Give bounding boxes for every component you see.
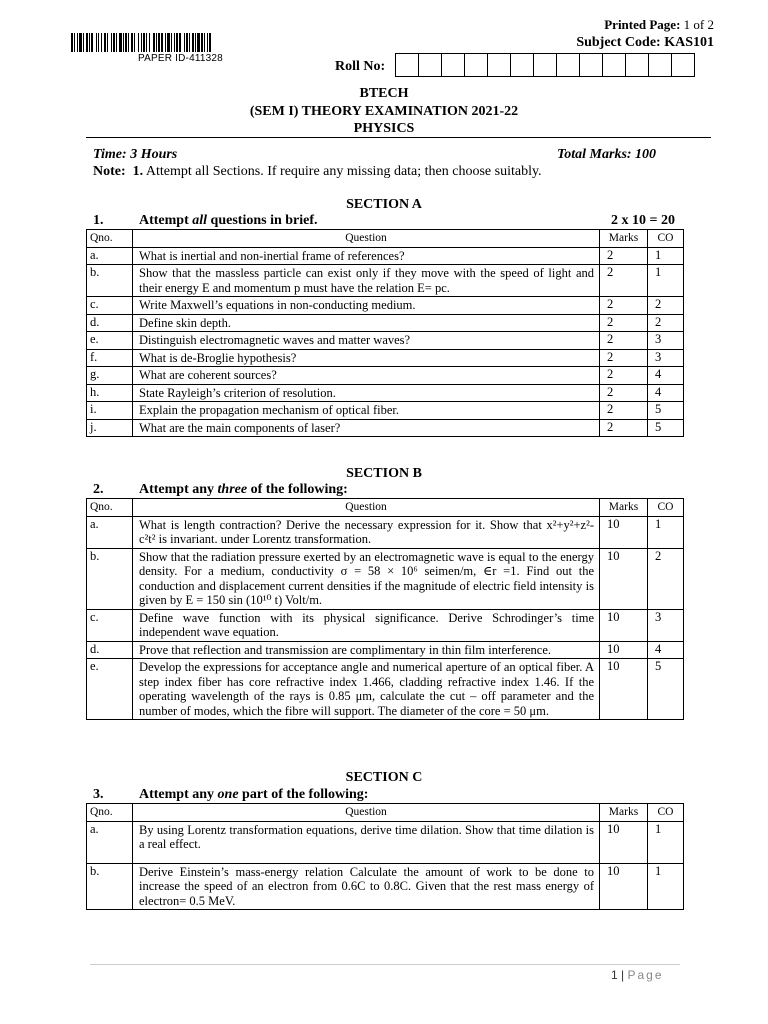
- question-cell: Prove that reflection and transmission are complimentary in thin film interference.: [133, 641, 600, 659]
- qno-cell: a.: [87, 821, 133, 863]
- roll-no-box[interactable]: [396, 53, 419, 77]
- roll-no-box[interactable]: [649, 53, 672, 77]
- marks-cell: 2: [600, 247, 648, 265]
- question-number: 2.: [93, 482, 104, 497]
- page-word: Page: [627, 968, 664, 982]
- table-row: [87, 367, 684, 385]
- table-row: [87, 641, 684, 659]
- marks-cell: 2: [600, 349, 648, 367]
- instruction-emphasis: one: [217, 787, 239, 802]
- marks-cell: 10: [600, 821, 648, 863]
- time-allowed: Time: 3 Hours: [93, 147, 178, 162]
- note-number: 1.: [132, 164, 144, 179]
- marks-cell: 2: [600, 297, 648, 315]
- printed-page-label: Printed Page:: [604, 17, 681, 32]
- table-row: [87, 314, 684, 332]
- table-row: [87, 659, 684, 720]
- table-row: [87, 297, 684, 315]
- co-cell: 2: [648, 314, 684, 332]
- question-cell: Distinguish electromagnetic waves and matter waves?: [133, 332, 600, 350]
- qno-cell: f.: [87, 349, 133, 367]
- section-a-instruction: [93, 213, 683, 229]
- barcode: [71, 33, 298, 52]
- co-cell: 5: [648, 402, 684, 420]
- qno-header: Qno.: [87, 499, 133, 517]
- instruction-emphasis: all: [192, 213, 208, 228]
- section-b-table: [86, 498, 684, 720]
- footer-divider: [90, 964, 680, 965]
- section-c-instruction: [93, 787, 683, 803]
- degree: BTECH: [359, 86, 409, 101]
- table-row: [87, 516, 684, 548]
- marks-scheme: 2 x 10 = 20: [611, 213, 675, 228]
- roll-no-box[interactable]: [465, 53, 488, 77]
- roll-no-box[interactable]: [603, 53, 626, 77]
- paper-id: PAPER ID-411328: [138, 53, 223, 64]
- printed-page-value: 1 of 2: [683, 17, 714, 32]
- roll-no-box[interactable]: [442, 53, 465, 77]
- note-label: Note:: [93, 164, 126, 179]
- co-cell: 2: [648, 297, 684, 315]
- marks-cell: 2: [600, 402, 648, 420]
- roll-no-box[interactable]: [534, 53, 557, 77]
- instruction-text: [139, 787, 368, 803]
- page-separator: |: [617, 968, 628, 982]
- marks-cell: 10: [600, 548, 648, 609]
- marks-header: Marks: [600, 230, 648, 248]
- subject-title: PHYSICS: [353, 121, 415, 136]
- co-cell: 1: [648, 247, 684, 265]
- question-cell: Write Maxwell’s equations in non-conducting medium.: [133, 297, 600, 315]
- marks-header: Marks: [600, 499, 648, 517]
- question-cell: What is length contraction? Derive the necessary expression for it. Show that x²+y²+z²- c²t² is invariant. under Lorentz transformation.: [133, 516, 600, 548]
- marks-cell: 2: [600, 314, 648, 332]
- question-header: Question: [133, 499, 600, 517]
- qno-cell: i.: [87, 402, 133, 420]
- roll-no-boxes: [395, 53, 695, 77]
- instruction-text: [139, 213, 318, 229]
- question-cell: What is inertial and non-inertial frame of references?: [133, 247, 600, 265]
- table-header-row: [87, 499, 684, 517]
- marks-cell: 10: [600, 641, 648, 659]
- co-cell: 5: [648, 659, 684, 720]
- page-footer: [611, 968, 664, 982]
- roll-no-label: Roll No:: [335, 59, 386, 74]
- table-row: [87, 384, 684, 402]
- total-marks: Total Marks: 100: [557, 147, 657, 162]
- instruction-pre: Attempt any: [139, 482, 218, 497]
- note: [93, 164, 542, 180]
- co-cell: 1: [648, 516, 684, 548]
- question-cell: Explain the propagation mechanism of optical fiber.: [133, 402, 600, 420]
- section-a-table: [86, 229, 684, 437]
- roll-no-box[interactable]: [488, 53, 511, 77]
- section-c-title: SECTION C: [345, 770, 423, 785]
- qno-cell: g.: [87, 367, 133, 385]
- table-row: [87, 332, 684, 350]
- table-header-row: [87, 230, 684, 248]
- co-header: CO: [648, 230, 684, 248]
- question-cell: Define wave function with its physical significance. Derive Schrodinger’s time independent wave equation.: [133, 609, 600, 641]
- co-cell: 4: [648, 641, 684, 659]
- exam-title: (SEM I) THEORY EXAMINATION 2021-22: [249, 104, 519, 119]
- co-cell: 2: [648, 548, 684, 609]
- note-text: Attempt all Sections. If require any missing data; then choose suitably.: [143, 164, 542, 179]
- instruction-emphasis: three: [217, 482, 248, 497]
- co-cell: 3: [648, 332, 684, 350]
- roll-no-box[interactable]: [557, 53, 580, 77]
- qno-cell: j.: [87, 419, 133, 437]
- marks-header: Marks: [600, 804, 648, 822]
- table-row: [87, 548, 684, 609]
- instruction-text: [139, 482, 348, 498]
- co-cell: 1: [648, 265, 684, 297]
- marks-cell: 2: [600, 384, 648, 402]
- section-c-table: [86, 803, 684, 910]
- table-row: [87, 349, 684, 367]
- instruction-post: questions in brief.: [207, 213, 318, 228]
- co-cell: 3: [648, 349, 684, 367]
- qno-cell: c.: [87, 609, 133, 641]
- marks-cell: 10: [600, 516, 648, 548]
- qno-cell: h.: [87, 384, 133, 402]
- table-row: [87, 265, 684, 297]
- co-cell: 3: [648, 609, 684, 641]
- co-header: CO: [648, 499, 684, 517]
- barcode-gap: [211, 33, 213, 52]
- question-cell: Derive Einstein’s mass-energy relation Calculate the amount of work to be done to increase the speed of an electron from 0.6C to 0.8C. Given that the rest mass energy of electron= 0.5 MeV.: [133, 863, 600, 910]
- marks-cell: 2: [600, 367, 648, 385]
- qno-cell: e.: [87, 659, 133, 720]
- instruction-post: part of the following:: [238, 787, 369, 802]
- instruction-pre: Attempt any: [139, 787, 218, 802]
- marks-cell: 2: [600, 332, 648, 350]
- subject-code-value: KAS101: [664, 35, 714, 50]
- question-cell: Show that the massless particle can exist only if they move with the speed of light and their energy E and momentum p must have the relation E= pc.: [133, 265, 600, 297]
- instruction-post: of the following:: [247, 482, 348, 497]
- co-header: CO: [648, 804, 684, 822]
- printed-page: [604, 17, 714, 33]
- question-cell: What are the main components of laser?: [133, 419, 600, 437]
- section-a-title: SECTION A: [346, 197, 422, 212]
- marks-cell: 2: [600, 265, 648, 297]
- co-cell: 4: [648, 367, 684, 385]
- table-header-row: [87, 804, 684, 822]
- question-cell: Define skin depth.: [133, 314, 600, 332]
- marks-cell: 2: [600, 419, 648, 437]
- header-divider: [86, 137, 711, 138]
- question-cell: Show that the radiation pressure exerted by an electromagnetic wave is equal to the energy density. For a medium, conductivity σ = 58 × 10⁶ seimen/m, ∈r =1. Find out the conduction and displacement current densities if the magnitude of electric field intensity is given by E = 150 sin (10¹⁰ t) Volt/m.: [133, 548, 600, 609]
- table-row: [87, 419, 684, 437]
- question-cell: Develop the expressions for acceptance angle and numerical aperture of an optical fiber. A step index fiber has core refractive index 1.466, cladding refractive index 1.46. If the operating wavelength of the rays is 0.85 μm, calculate the cut – off parameter and the number of modes, which the fibre will support. The diameter of the core = 50 μm.: [133, 659, 600, 720]
- question-header: Question: [133, 230, 600, 248]
- qno-cell: b.: [87, 265, 133, 297]
- qno-cell: e.: [87, 332, 133, 350]
- question-cell: By using Lorentz transformation equations, derive time dilation. Show that time dilation is a real effect.: [133, 821, 600, 863]
- instruction-pre: Attempt: [139, 213, 193, 228]
- question-cell: State Rayleigh’s criterion of resolution.: [133, 384, 600, 402]
- question-number: 1.: [93, 213, 104, 228]
- roll-no-box[interactable]: [626, 53, 649, 77]
- co-cell: 4: [648, 384, 684, 402]
- table-row: [87, 863, 684, 910]
- question-cell: What are coherent sources?: [133, 367, 600, 385]
- marks-cell: 10: [600, 863, 648, 910]
- roll-no-box[interactable]: [419, 53, 442, 77]
- qno-header: Qno.: [87, 230, 133, 248]
- marks-cell: 10: [600, 659, 648, 720]
- co-cell: 1: [648, 863, 684, 910]
- table-row: [87, 402, 684, 420]
- qno-cell: a.: [87, 516, 133, 548]
- qno-cell: b.: [87, 548, 133, 609]
- qno-cell: b.: [87, 863, 133, 910]
- qno-cell: d.: [87, 641, 133, 659]
- section-b-title: SECTION B: [346, 466, 422, 481]
- subject-code-label: Subject Code:: [576, 35, 661, 50]
- question-header: Question: [133, 804, 600, 822]
- co-cell: 5: [648, 419, 684, 437]
- marks-cell: 10: [600, 609, 648, 641]
- roll-no-box[interactable]: [511, 53, 534, 77]
- qno-header: Qno.: [87, 804, 133, 822]
- roll-no-box[interactable]: [672, 53, 695, 77]
- table-row: [87, 247, 684, 265]
- question-number: 3.: [93, 787, 104, 802]
- qno-cell: a.: [87, 247, 133, 265]
- roll-no-box[interactable]: [580, 53, 603, 77]
- subject-code: [576, 35, 714, 51]
- co-cell: 1: [648, 821, 684, 863]
- question-cell: What is de-Broglie hypothesis?: [133, 349, 600, 367]
- page-number: 1: [611, 968, 618, 982]
- section-b-instruction: [93, 482, 683, 498]
- qno-cell: c.: [87, 297, 133, 315]
- table-row: [87, 609, 684, 641]
- qno-cell: d.: [87, 314, 133, 332]
- table-row: [87, 821, 684, 863]
